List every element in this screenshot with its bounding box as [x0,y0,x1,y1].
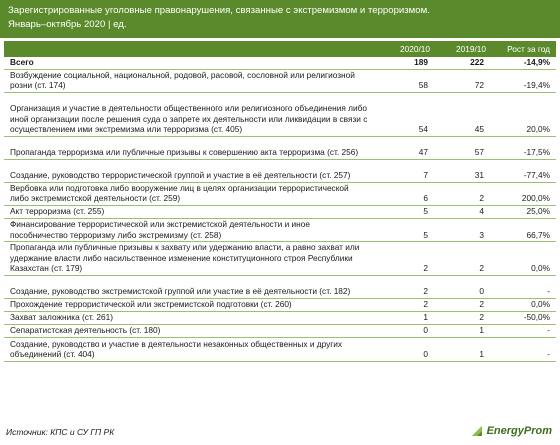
row-label: Финансирование террористической или экстремистской деятельности и иное пособничество терроризму либо экстремизму (ст. 258) [4,218,374,241]
column-header-growth: Рост за год [492,41,556,57]
row-label: Пропаганда терроризма или публичные призывы к совершению акта терроризма (ст. 256) [4,136,374,159]
table-row [4,69,556,92]
column-header-label [4,41,374,57]
growth-value: - [492,275,556,298]
growth-value: -17,5% [492,136,556,159]
value-2020: 58 [374,69,436,92]
growth-value: - [492,337,556,361]
value-2020: 2 [374,298,436,311]
value-2020: 0 [374,324,436,337]
value-2020: 5 [374,205,436,218]
statistics-table [4,41,556,362]
growth-value: -77,4% [492,159,556,182]
row-label: Вербовка или подготовка либо вооружение лиц в целях организации террористической либо экстремистской деятельности (ст. 259) [4,182,374,205]
value-2020: 2 [374,242,436,276]
value-2020: 1 [374,311,436,324]
row-label: Создание, руководство экстремистской группой или участие в её деятельности (ст. 182) [4,275,374,298]
row-label: Всего [4,57,374,69]
row-label: Создание, руководство террористической группой и участие в её деятельности (ст. 257) [4,159,374,182]
value-2020: 5 [374,218,436,241]
value-2020: 6 [374,182,436,205]
value-2019: 4 [436,205,492,218]
value-2019: 57 [436,136,492,159]
table-row [4,242,556,276]
value-2020: 0 [374,337,436,361]
column-header-2019: 2019/10 [436,41,492,57]
logo-text: EnergyProm [486,425,552,437]
value-2019: 2 [436,182,492,205]
value-2019: 1 [436,337,492,361]
row-label: Прохождение террористической или экстремистской подготовки (ст. 260) [4,298,374,311]
value-2019: 31 [436,159,492,182]
row-label: Возбуждение социальной, национальной, родовой, расовой, сословной или религиозной розни (ст. 174) [4,69,374,92]
value-2019: 3 [436,218,492,241]
report-title: Зарегистрированные уголовные правонарушения, связанные с экстремизмом и терроризмом. [8,5,430,16]
growth-value: 0,0% [492,242,556,276]
growth-value: 20,0% [492,92,556,136]
table-row [4,324,556,337]
value-2020: 47 [374,136,436,159]
value-2019: 2 [436,242,492,276]
table-row [4,218,556,241]
growth-value: 25,0% [492,205,556,218]
table-row [4,205,556,218]
growth-value: -14,9% [492,57,556,69]
growth-value: -19,4% [492,69,556,92]
table-row [4,136,556,159]
table-row [4,298,556,311]
row-label: Акт терроризма (ст. 255) [4,205,374,218]
source-note: Источник: КПС и СУ ГП РК [6,427,115,437]
row-label: Создание, руководство и участие в деятельности незаконных общественных и других объединений (ст. 404) [4,337,374,361]
table-header-row [4,41,556,57]
table-body [4,57,556,361]
growth-value: -50,0% [492,311,556,324]
value-2020: 7 [374,159,436,182]
table-row [4,337,556,361]
brand-logo [470,422,552,440]
value-2019: 0 [436,275,492,298]
table-row [4,92,556,136]
value-2020: 189 [374,57,436,69]
value-2019: 45 [436,92,492,136]
growth-value: 200,0% [492,182,556,205]
row-label: Пропаганда или публичные призывы к захвату или удержанию власти, а равно захват или удержание власти либо насильственное изменение конституционного строя Республики Казахстан (ст. 179) [4,242,374,276]
growth-value: 0,0% [492,298,556,311]
value-2019: 72 [436,69,492,92]
value-2019: 222 [436,57,492,69]
value-2020: 54 [374,92,436,136]
report-header [0,0,560,38]
energyprom-logo-icon [470,424,484,438]
growth-value: - [492,324,556,337]
value-2019: 2 [436,311,492,324]
growth-value: 66,7% [492,218,556,241]
value-2019: 1 [436,324,492,337]
table-row [4,159,556,182]
value-2019: 2 [436,298,492,311]
table-row [4,182,556,205]
table-row [4,311,556,324]
total-row [4,57,556,69]
report-subtitle: Январь–октябрь 2020 | ед. [8,19,127,30]
column-header-2020: 2020/10 [374,41,436,57]
row-label: Организация и участие в деятельности общественного или религиозного объединения либо иной организации после решения суда о запрете их деятельности или ликвидации в связи с осуществлением ими экстремизма или терроризма (ст. 405) [4,92,374,136]
row-label: Сепаратистская деятельность (ст. 180) [4,324,374,337]
value-2020: 2 [374,275,436,298]
row-label: Захват заложника (ст. 261) [4,311,374,324]
table-row [4,275,556,298]
